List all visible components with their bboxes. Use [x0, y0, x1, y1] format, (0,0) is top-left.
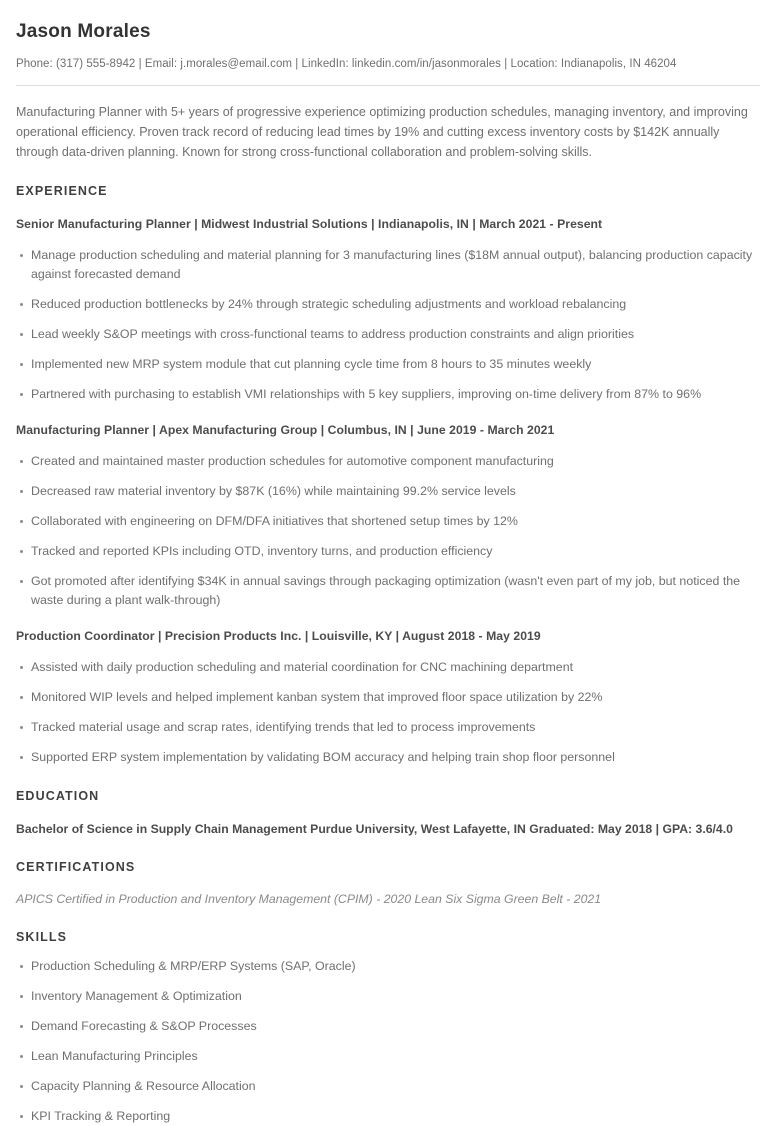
experience-section: [16, 216, 760, 767]
bullet-item: Got promoted after identifying $34K in annual savings through packaging optimization (wasn't even part of my job, but noticed the waste during a plant walk-through): [16, 572, 757, 610]
job-bullets: [16, 452, 760, 610]
bullet-item: Lead weekly S&OP meetings with cross-functional teams to address production constraints and align priorities: [16, 325, 757, 344]
bullet-item: Decreased raw material inventory by $87K (16%) while maintaining 99.2% service levels: [16, 482, 757, 501]
experience-entry: [16, 422, 760, 610]
certifications-entry: APICS Certified in Production and Inventory Management (CPIM) - 2020 Lean Six Sigma Green Belt - 2021: [16, 891, 602, 906]
job-bullets: [16, 246, 760, 404]
bullet-item: Tracked and reported KPIs including OTD, inventory turns, and production efficiency: [16, 542, 757, 561]
bullet-item: Manage production scheduling and material planning for 3 manufacturing lines ($18M annual output), balancing production capacity against forecasted demand: [16, 246, 757, 284]
section-heading-skills: SKILLS: [16, 929, 68, 944]
skill-item: Lean Manufacturing Principles: [16, 1047, 757, 1066]
education-entry: Bachelor of Science in Supply Chain Management Purdue University, West Lafayette, IN Graduated: May 2018 | GPA: 3.6/4.0: [16, 822, 733, 837]
skill-item: KPI Tracking & Reporting: [16, 1107, 757, 1126]
job-bullets: [16, 658, 760, 767]
bullet-item: Assisted with daily production scheduling and material coordination for CNC machining department: [16, 658, 757, 677]
section-heading-experience: EXPERIENCE: [16, 183, 108, 198]
bullet-item: Monitored WIP levels and helped implement kanban system that improved floor space utilization by 22%: [16, 688, 757, 707]
skill-item: Inventory Management & Optimization: [16, 987, 757, 1006]
contact-line: Phone: (317) 555-8942 | Email: j.morales@email.com | LinkedIn: linkedin.com/in/jasonmorales | Location: Indianapolis, IN 46204: [16, 57, 677, 70]
section-heading-certifications: CERTIFICATIONS: [16, 859, 136, 874]
professional-summary: Manufacturing Planner with 5+ years of progressive experience optimizing production schedules, managing inventory, and improving operational efficiency. Proven track record of reducing lead times by 19% and cutting excess inventory costs by $142K annually through data-driven planning. Known for strong cross-functional collaboration and problem-solving skills.: [16, 104, 748, 159]
bullet-item: Tracked material usage and scrap rates, identifying trends that led to process improvements: [16, 718, 757, 737]
section-heading-education: EDUCATION: [16, 789, 100, 804]
bullet-item: Supported ERP system implementation by validating BOM accuracy and helping train shop floor personnel: [16, 748, 757, 767]
header-divider: [16, 85, 760, 86]
bullet-item: Created and maintained master production schedules for automotive component manufacturing: [16, 452, 757, 471]
bullet-item: Reduced production bottlenecks by 24% through strategic scheduling adjustments and workload rebalancing: [16, 295, 757, 314]
experience-entry: [16, 628, 760, 767]
skills-list: [16, 957, 760, 1126]
candidate-name: Jason Morales: [16, 21, 151, 42]
job-title: Manufacturing Planner | Apex Manufacturing Group | Columbus, IN | June 2019 - March 2021: [16, 422, 555, 437]
job-title: Senior Manufacturing Planner | Midwest Industrial Solutions | Indianapolis, IN | March 2021 - Present: [16, 216, 603, 231]
bullet-item: Partnered with purchasing to establish VMI relationships with 5 key suppliers, improving on-time delivery from 87% to 96%: [16, 385, 757, 404]
bullet-item: Implemented new MRP system module that cut planning cycle time from 8 hours to 35 minutes weekly: [16, 355, 757, 374]
skill-item: Demand Forecasting & S&OP Processes: [16, 1017, 757, 1036]
experience-entry: [16, 216, 760, 404]
skill-item: Capacity Planning & Resource Allocation: [16, 1077, 757, 1096]
job-title: Production Coordinator | Precision Products Inc. | Louisville, KY | August 2018 - May 2019: [16, 628, 541, 643]
bullet-item: Collaborated with engineering on DFM/DFA initiatives that shortened setup times by 12%: [16, 512, 757, 531]
skill-item: Production Scheduling & MRP/ERP Systems (SAP, Oracle): [16, 957, 757, 976]
